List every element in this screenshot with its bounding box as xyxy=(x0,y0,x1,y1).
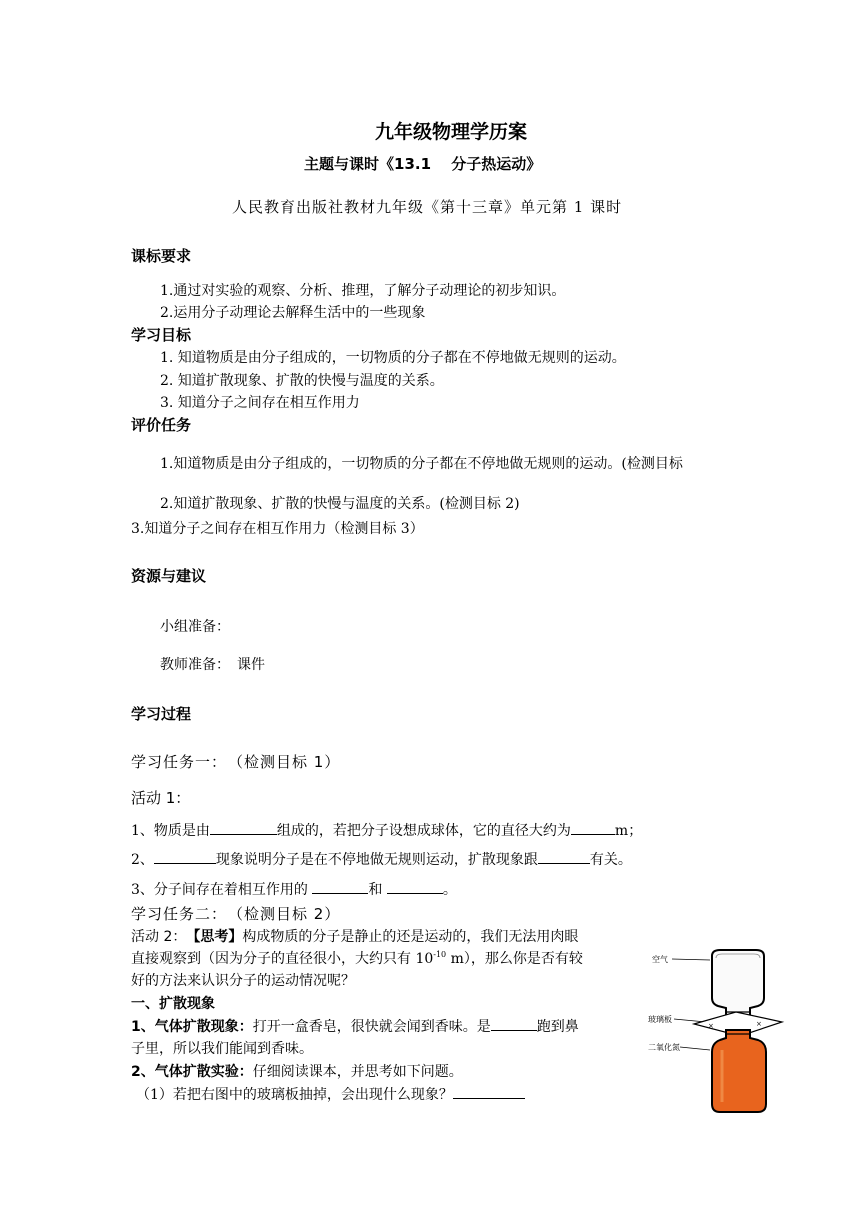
objective-item-2: 2. 知道扩散现象、扩散的快慢与温度的关系。 xyxy=(160,373,444,389)
think-line-1: 活动 2： 【思考】构成物质的分子是静止的还是运动的，我们无法用肉眼 xyxy=(131,929,579,945)
nitrogen-dioxide-bottle xyxy=(712,1030,766,1112)
assessment-item-3: 3.知道分子之间存在相互作用力（检测目标 3） xyxy=(131,521,424,537)
diffusion-experiment-figure xyxy=(644,946,794,1116)
gas-experiment-line: 2、气体扩散实验：仔细阅读课本，并思考如下问题。 xyxy=(131,1064,463,1080)
task1-question-1: 1、物质是由 组成的，若把分子设想成球体，它的直径大约为 m； xyxy=(131,820,642,840)
resources-heading: 资源与建议 xyxy=(131,567,207,585)
task1-question-3: 3、分子间存在着相互作用的 和 。 xyxy=(131,879,457,899)
task2-title: 学习任务二： （检测目标 2） xyxy=(131,905,341,923)
process-heading: 学习过程 xyxy=(131,705,192,723)
objective-item-1: 1. 知道物质是由分子组成的，一切物质的分子都在不停地做无规则的运动。 xyxy=(160,350,626,366)
task1-question-2: 2、 现象说明分子是在不停地做无规则运动，扩散现象跟 有关。 xyxy=(131,849,632,869)
leader-line xyxy=(672,959,710,960)
answer-blank[interactable] xyxy=(210,820,277,835)
think-line-2: 直接观察到（因为分子的直径很小，大约只有 $10^{-10}$ m），那么你是否有较 xyxy=(131,950,583,967)
task1-title: 学习任务一： （检测目标 1） xyxy=(131,753,341,771)
objectives-heading: 学习目标 xyxy=(131,326,192,344)
assessment-item-2: 2.知道扩散现象、扩散的快慢与温度的关系。(检测目标 2) xyxy=(160,496,520,512)
answer-blank[interactable] xyxy=(491,1016,537,1031)
assessment-heading: 评价任务 xyxy=(131,416,192,434)
subtitle: 主题与课时《13.1 分子热运动》 xyxy=(304,155,542,173)
diffusion-heading: 一、扩散现象 xyxy=(131,996,215,1012)
answer-blank[interactable] xyxy=(312,879,368,894)
gas-fill xyxy=(712,1030,766,1112)
gas-diffusion-line-2: 子里，所以我们能闻到香味。 xyxy=(131,1041,313,1057)
answer-blank[interactable] xyxy=(453,1084,525,1099)
label-nitrogen-dioxide: 二氧化氮 xyxy=(648,1043,680,1052)
curriculum-heading: 课标要求 xyxy=(131,247,192,265)
group-prep: 小组准备： xyxy=(160,619,230,635)
svg-text:×: × xyxy=(756,1020,762,1028)
curriculum-item-1: 1.通过对实验的观察、分析、推理，了解分子动理论的初步知识。 xyxy=(160,283,566,299)
svg-text:×: × xyxy=(708,1022,714,1030)
air-bottle xyxy=(712,950,764,1016)
leader-line xyxy=(680,1047,710,1050)
answer-blank[interactable] xyxy=(538,849,590,864)
curriculum-item-2: 2.运用分子动理论去解释生活中的一些现象 xyxy=(160,305,426,321)
gas-diffusion-line-1: 1、气体扩散现象：打开一盒香皂，很快就会闻到香味。是 跑到鼻 xyxy=(131,1016,579,1036)
objective-item-3: 3. 知道分子之间存在相互作用力 xyxy=(160,395,360,411)
label-glass-plate: 玻璃板 xyxy=(648,1015,672,1024)
answer-blank[interactable] xyxy=(154,849,216,864)
answer-blank[interactable] xyxy=(387,879,443,894)
label-air: 空气 xyxy=(652,955,668,964)
assessment-item-1: 1.知道物质是由分子组成的，一切物质的分子都在不停地做无规则的运动。(检测目标 xyxy=(160,456,683,472)
experiment-question-1: （1）若把右图中的玻璃板抽掉，会出现什么现象？ xyxy=(136,1084,525,1104)
task1-activity: 活动 1： xyxy=(131,789,191,807)
teacher-prep: 教师准备： 课件 xyxy=(160,657,265,673)
think-line-3: 好的方法来认识分子的运动情况呢？ xyxy=(131,973,355,989)
bottles-illustration xyxy=(644,946,794,1116)
page-title: 九年级物理学历案 xyxy=(375,121,528,143)
publisher-line: 人民教育出版社教材九年级《第十三章》单元第 1 课时 xyxy=(232,198,623,216)
answer-blank[interactable] xyxy=(571,820,615,835)
